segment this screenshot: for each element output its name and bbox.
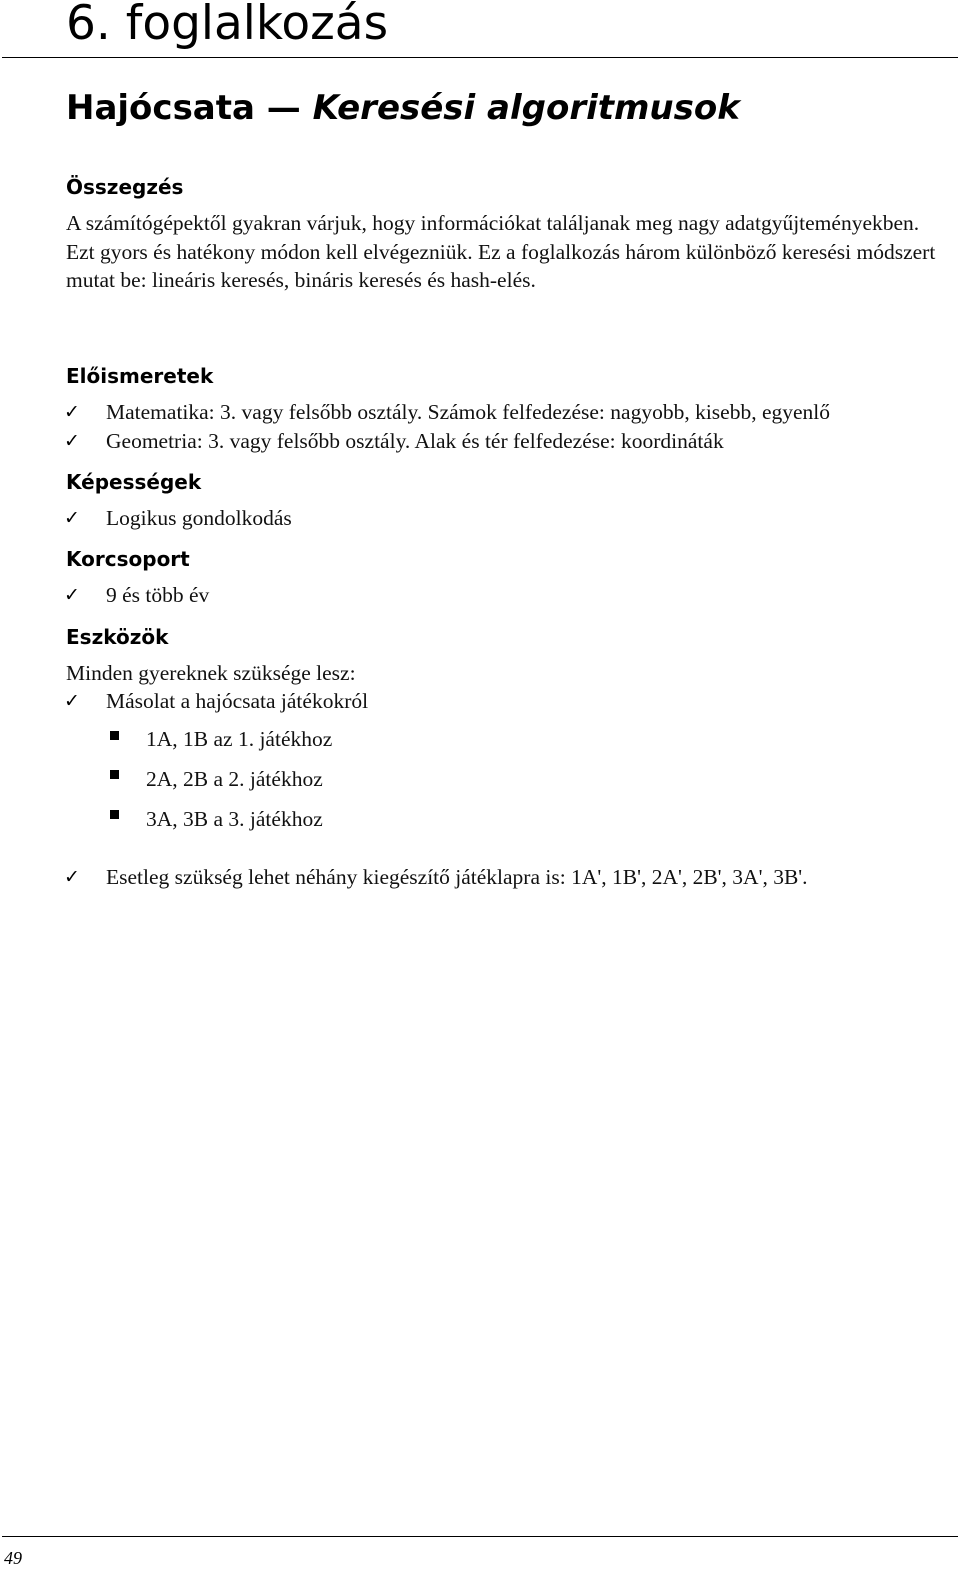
- square-bullet-icon: [110, 770, 119, 779]
- prerequisites-heading: Előismeretek: [66, 364, 214, 388]
- materials-subitem: 1A, 1B az 1. játékhoz: [146, 727, 333, 751]
- checkmark-icon: ✓: [64, 690, 80, 712]
- materials-intro: Minden gyereknek szüksége lesz:: [66, 661, 356, 685]
- age-group-item: 9 és több év: [106, 583, 210, 607]
- age-group-heading: Korcsoport: [66, 547, 190, 571]
- checkmark-icon: ✓: [64, 430, 80, 452]
- checkmark-icon: ✓: [64, 507, 80, 529]
- checkmark-icon: ✓: [64, 866, 80, 888]
- checkmark-icon: ✓: [64, 584, 80, 606]
- summary-text: A számítógépektől gyakran várjuk, hogy információkat találjanak meg nagy adatgyűjteményekben. Ezt gyors és hatékony módon kell elvégezniük. Ez a foglalkozás három különböző keresési módszert mutat be: lineáris keresés, bináris keresés és hash-elés.: [66, 211, 936, 293]
- materials-heading: Eszközök: [66, 625, 169, 649]
- materials-subitem: 3A, 3B a 3. játékhoz: [146, 807, 323, 831]
- lesson-title-main: Hajócsata —: [66, 88, 301, 128]
- square-bullet-icon: [110, 810, 119, 819]
- materials-subitem: 2A, 2B a 2. játékhoz: [146, 767, 323, 791]
- skills-heading: Képességek: [66, 470, 202, 494]
- materials-item: Másolat a hajócsata játékokról: [106, 689, 369, 713]
- header-divider: [2, 57, 958, 58]
- prerequisite-item: Matematika: 3. vagy felsőbb osztály. Számok felfedezése: nagyobb, kisebb, egyenlő: [106, 400, 831, 424]
- chapter-title: 6. foglalkozás: [66, 0, 389, 51]
- lesson-title: [66, 84, 740, 132]
- page-number: 49: [4, 1548, 22, 1568]
- prerequisite-item: Geometria: 3. vagy felsőbb osztály. Alak és tér felfedezése: koordináták: [106, 429, 724, 453]
- square-bullet-icon: [110, 731, 119, 740]
- lesson-title-subtitle: Keresési algoritmusok: [312, 88, 740, 128]
- footer-divider: [2, 1536, 958, 1537]
- checkmark-icon: ✓: [64, 401, 80, 423]
- summary-heading: Összegzés: [66, 175, 184, 199]
- skill-item: Logikus gondolkodás: [106, 506, 292, 530]
- materials-item: Esetleg szükség lehet néhány kiegészítő játéklapra is: 1A', 1B', 2A', 2B', 3A', 3B'.: [106, 865, 808, 889]
